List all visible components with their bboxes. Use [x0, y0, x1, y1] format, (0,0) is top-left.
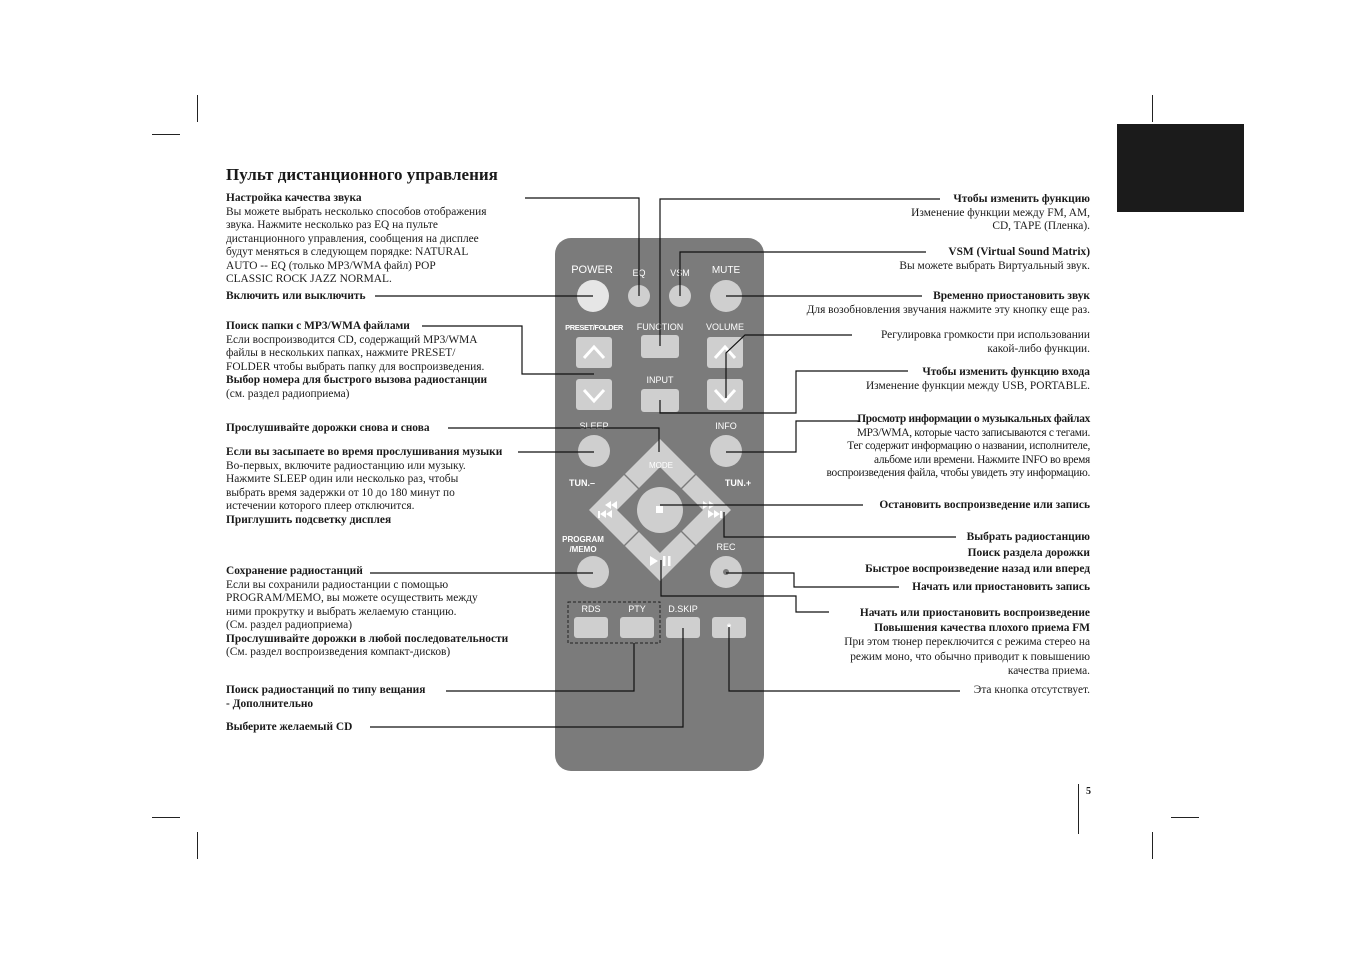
- pty-button[interactable]: [620, 617, 654, 638]
- annotation-line: режим моно, что обычно приводит к повышению: [850, 650, 1090, 663]
- vsm-label: VSM: [670, 268, 690, 278]
- preset-up-button[interactable]: [576, 337, 612, 368]
- annotation-line: Начать или приостановить запись: [912, 581, 1090, 593]
- annotation-line: Прослушивайте дорожки снова и снова: [226, 422, 430, 434]
- annotation-line: Просмотр информации о музыкальных файлах: [857, 413, 1090, 425]
- annotation-line: При этом тюнер переключится с режима стерео на: [844, 636, 1090, 648]
- annotation-line: Прослушивайте дорожки в любой последовательности: [226, 632, 509, 645]
- annotation-line: Тег содержит информацию о названии, исполнителе,: [847, 440, 1090, 452]
- annotation-line: (см. раздел радиоприема): [226, 387, 350, 400]
- program-memo-button[interactable]: [577, 556, 609, 588]
- annotation-line: Для возобновления звучания нажмите эту кнопку еще раз.: [806, 303, 1090, 316]
- annotation-line: Выберите желаемый CD: [226, 721, 353, 733]
- annotation-line: CLASSIC ROCK JAZZ NORMAL.: [226, 273, 392, 285]
- page-title: Пульт дистанционного управления: [226, 165, 498, 184]
- annotation-line: Остановить воспроизведение или запись: [879, 499, 1090, 511]
- annotation-line: CD, TAPE (Пленка).: [992, 220, 1090, 232]
- annotation-line: Вы можете выбрать Виртуальный звук.: [899, 259, 1090, 272]
- input-label: INPUT: [646, 375, 674, 385]
- annotation-line: Изменение функции между FM, AM,: [911, 206, 1090, 219]
- annotation-line: воспроизведения файла, чтобы увидеть эту информацию.: [826, 467, 1090, 479]
- annotation-line: истечении которого плеер отключится.: [226, 500, 415, 512]
- annotation-line: выбрать время задержки от 10 до 180 минут по: [226, 486, 455, 499]
- annotation-line: Настройка качества звука: [226, 192, 362, 204]
- power-label: POWER: [571, 264, 613, 276]
- volume-label: VOLUME: [705, 322, 745, 332]
- annotation-line: - Дополнительно: [226, 697, 314, 710]
- page-number: 5: [1086, 786, 1091, 797]
- annotation-line: Регулировка громкости при использовании: [881, 329, 1090, 341]
- rec-label: REC: [716, 542, 736, 552]
- annotation-line: звука. Нажмите несколько раз EQ на пульте: [226, 219, 438, 231]
- rds-label: RDS: [581, 604, 601, 614]
- function-label: FUNCTION: [636, 322, 684, 332]
- sleep-button[interactable]: [578, 435, 610, 467]
- star-label: *: [726, 622, 732, 634]
- memo-label: /MEMO: [569, 545, 597, 554]
- annotation-line: ними прокрутку и выбрать желаемую станцию.: [226, 605, 457, 618]
- annotation-line: Выбрать радиостанцию: [966, 531, 1090, 543]
- annotation-line: Чтобы изменить функцию входа: [922, 366, 1090, 378]
- rds-button[interactable]: [574, 617, 608, 638]
- annotation-line: Чтобы изменить функцию: [953, 193, 1090, 205]
- annotation-line: Если воспроизводится CD, содержащий MP3/WMA: [226, 333, 478, 346]
- annotation-line: Быстрое воспроизведение назад или вперед: [865, 563, 1090, 575]
- annotation-line: Если вы сохранили радиостанции с помощью: [226, 578, 449, 591]
- tun-minus-label: TUN.–: [568, 478, 596, 488]
- annotation-line: (См. раздел радиоприема): [226, 619, 352, 631]
- annotation-line: Поиск раздела дорожки: [967, 547, 1090, 559]
- annotation-line: качества приема.: [1007, 665, 1090, 677]
- mode-label: MODE: [649, 461, 673, 470]
- annotation-line: Поиск папки с MP3/WMA файлами: [226, 320, 410, 332]
- annotation-line: Поиск радиостанций по типу вещания: [226, 684, 426, 696]
- record-icon: [723, 569, 729, 575]
- info-label: INFO: [715, 421, 737, 431]
- annotation-line: VSM (Virtual Sound Matrix): [948, 246, 1090, 258]
- preset-folder-label: PRESET/FOLDER: [565, 323, 623, 332]
- annotation-line: PROGRAM/MEMO, вы можете осуществить между: [226, 592, 478, 604]
- annotation-line: Изменение функции между USB, PORTABLE.: [865, 379, 1090, 392]
- tun-plus-label: TUN.+: [724, 478, 752, 488]
- eq-label: EQ: [632, 268, 646, 278]
- annotation-line: дистанционного управления, сообщения на дисплее: [226, 232, 479, 245]
- annotation-line: AUTO -- EQ (только MP3/WMA файл) POP: [226, 259, 436, 272]
- annotation-line: какой-либо функции.: [987, 342, 1090, 355]
- annotation-line: FOLDER чтобы выбрать папку для воспроизведения.: [226, 360, 485, 373]
- annotation-line: Включить или выключить: [226, 290, 366, 302]
- dskip-label: D.SKIP: [668, 604, 698, 614]
- stop-icon: [656, 506, 663, 513]
- annotation-line: Временно приостановить звук: [933, 290, 1090, 302]
- annotation-line: Выбор номера для быстрого вызова радиостанции: [226, 374, 488, 386]
- annotation-line: Во-первых, включите радиостанцию или музыку.: [226, 459, 466, 472]
- annotation-line: Начать или приостановить воспроизведение: [859, 607, 1090, 619]
- annotation-line: Повышения качества плохого приема FM: [874, 621, 1090, 634]
- annotation-line: Сохранение радиостанций: [226, 565, 363, 577]
- info-button[interactable]: [710, 435, 742, 467]
- annotation-line: будут меняться в следующем порядке: NATURAL: [226, 246, 469, 258]
- mute-label: MUTE: [711, 265, 741, 276]
- volume-down-button[interactable]: [707, 379, 743, 410]
- annotation-line: Эта кнопка отсутствует.: [973, 684, 1090, 696]
- annotation-line: файлы в нескольких папках, нажмите PRESET/: [226, 347, 456, 359]
- annotation-line: Приглушить подсветку дисплея: [226, 513, 392, 526]
- preset-down-button[interactable]: [576, 379, 612, 410]
- annotation-line: Вы можете выбрать несколько способов отображения: [226, 205, 487, 218]
- annotation-line: Нажмите SLEEP один или несколько раз, чтобы: [226, 473, 459, 485]
- pty-label: PTY: [628, 604, 646, 614]
- annotation-line: (См. раздел воспроизведения компакт-дисков): [226, 646, 451, 658]
- program-label: PROGRAM: [562, 535, 604, 544]
- sleep-label: SLEEP: [579, 421, 609, 431]
- annotation-line: альбоме или времени. Нажмите INFO во время: [873, 453, 1090, 466]
- annotation-line: Если вы засыпаете во время прослушивания музыки: [226, 446, 503, 458]
- annotation-line: MP3/WMA, которые часто записываются с тегами.: [856, 426, 1090, 439]
